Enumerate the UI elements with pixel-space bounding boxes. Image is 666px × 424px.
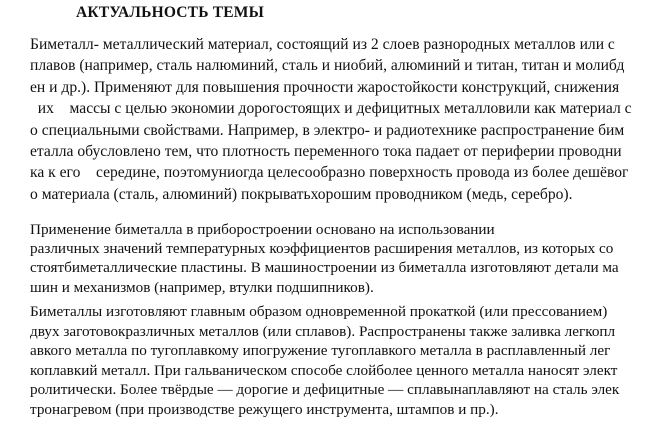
paragraph-definition [30, 34, 660, 205]
text-line: о материала (сталь, алюминий) покрыватьхорошим проводником (медь, серебро). [30, 185, 573, 203]
text-line: о специальными свойствами. Например, в электро- и радиотехнике распространение бим [30, 121, 625, 139]
text-line: Биметалл- металлический материал, состоящий из 2 слоев разнородных металлов или с [30, 36, 615, 53]
paragraph-manufacturing [30, 302, 660, 420]
text-line: различных значений температурных коэффициентов расширения металлов, из которых со [30, 240, 614, 258]
text-line: коплавкий металл. При гальваническом способе слойболее ценного металла наносят элект [30, 361, 618, 379]
text-line: еталла обусловлено тем, что плотность переменного тока падает от периферии проводни [30, 143, 622, 161]
text-line: Биметаллы изготовляют главным образом одновременной прокаткой (или прессованием) [30, 303, 608, 320]
paragraph-application [30, 220, 660, 297]
text-line: тронагревом (при производстве режущего инструмента, штампов и пр.). [30, 400, 499, 418]
text-line: шин и механизмов (например, втулки подшипников). [30, 278, 374, 296]
text-line: плавов (например, сталь налюминий, сталь и ниобий, алюминий и титан, титан и молибд [30, 57, 625, 75]
text-line: Применение биметалла в приборостроении основано на использовании [30, 221, 495, 238]
text-line: авкого металла по тугоплавкому ипогружение тугоплавкого металла в расплавленный лег [30, 342, 611, 360]
text-line: стоятбиметаллические пластины. В машиностроении из биметалла изготовляют детали ма [30, 259, 619, 277]
text-line: ен и др.). Применяют для повышения прочности жаростойкости конструкций, снижения [30, 78, 620, 96]
text-line: ролитически. Более твёрдые — дорогие и дефицитные — сплавынаплавляют на сталь элек [30, 381, 620, 399]
text-line: ка к его середине, поэтомуниогда целесообразно поверхность провода из более дешёвог [30, 164, 629, 182]
document-heading: АКТУАЛЬНОСТЬ ТЕМЫ [76, 4, 265, 21]
text-line: двух заготовокразличных металлов (или сплавов). Распространены также заливка легкопл [30, 322, 616, 340]
text-line: их массы с целью экономии дорогостоящих и дефицитных металловили как материал с [30, 100, 632, 118]
